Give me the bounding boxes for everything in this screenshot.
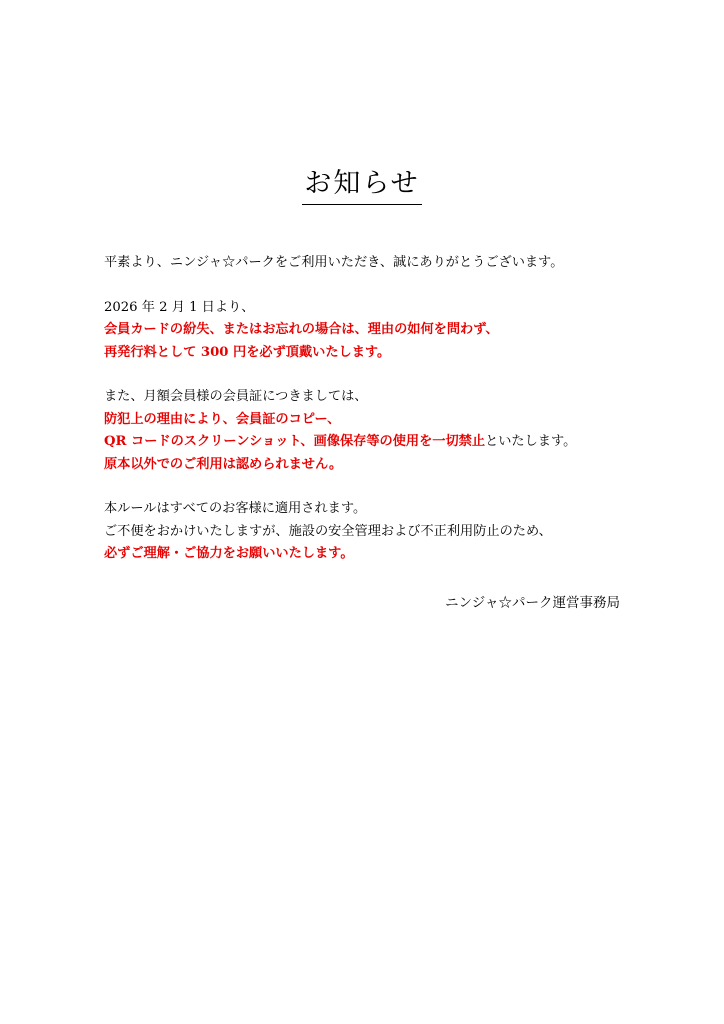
title-container (0, 166, 724, 205)
paragraph-gap (104, 364, 644, 386)
notice-body (104, 252, 644, 565)
reissue-fee-text: 再発行料として 300 円を必ず頂戴いたします。 (104, 344, 391, 360)
lost-card-policy-text: 会員カードの紛失、またはお忘れの場合は、理由の如何を問わず、 (104, 322, 499, 338)
prohibition-line (104, 431, 644, 453)
paragraph-gap (104, 476, 644, 498)
cooperation-request-text: 必ずご理解・ご協力をお願いいたします。 (104, 546, 354, 562)
prohibition-tail-text: といたします。 (485, 434, 577, 450)
greeting-text: 平素より、ニンジャ☆パークをご利用いただき、誠にありがとうございます。 (104, 255, 564, 270)
rule-applies-text: 本ルールはすべてのお客様に適用されます。 (104, 501, 367, 517)
original-only-text: 原本以外でのご利用は認められません。 (104, 456, 343, 472)
signature: ニンジャ☆パーク運営事務局 (445, 595, 620, 611)
security-reason-text: 防犯上の理由により、会員証のコピー、 (104, 411, 341, 427)
effective-date-text: 2026 年 2 月 1 日より、 (104, 299, 255, 315)
apology-text: ご不便をおかけいたしますが、施設の安全管理および不正利用防止のため、 (104, 523, 552, 539)
paragraph-gap (104, 274, 644, 296)
page-title: お知らせ (302, 166, 421, 205)
monthly-member-intro-text: また、月額会員様の会員証につきましては、 (104, 389, 368, 405)
prohibition-text: QR コードのスクリーンショット、画像保存等の使用を一切禁止 (104, 434, 486, 450)
